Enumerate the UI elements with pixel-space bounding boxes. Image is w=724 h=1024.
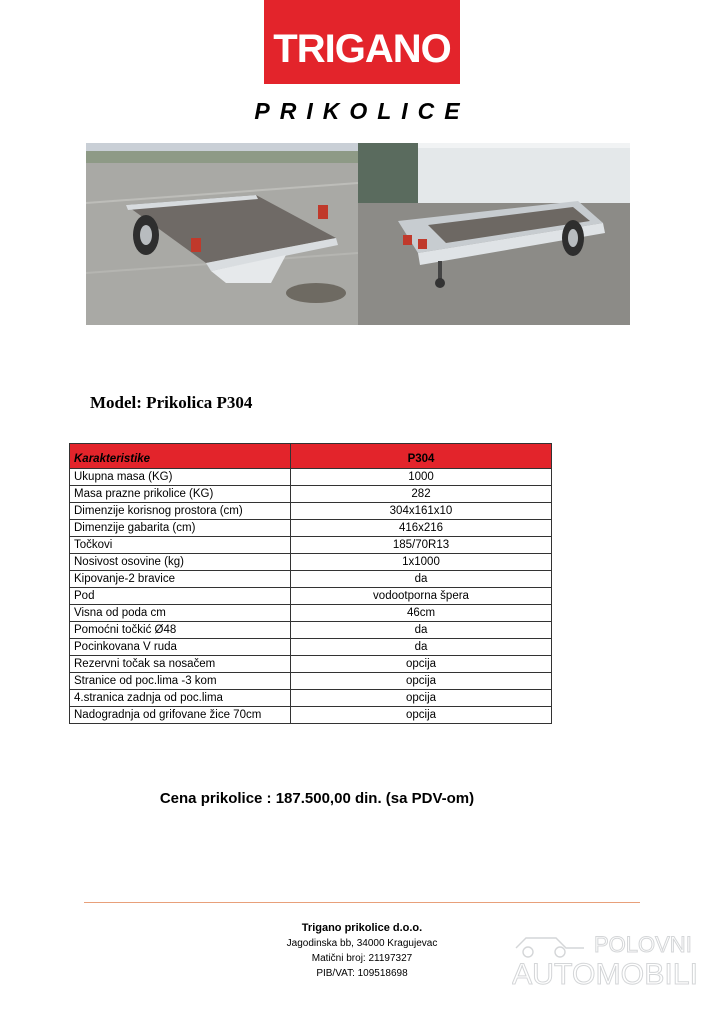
brand-logo-text: TRIGANO — [273, 26, 451, 71]
watermark-line2: AUTOMOBILI — [512, 958, 698, 991]
spec-value: 282 — [291, 486, 552, 503]
trailer-photo-right — [358, 143, 630, 325]
spec-name: Ukupna masa (KG) — [70, 469, 291, 486]
trailer-photo-left — [86, 143, 358, 325]
model-title: Model: Prikolica P304 — [90, 393, 253, 412]
spec-name: Rezervni točak sa nosačem — [70, 656, 291, 673]
spec-name: Dimenzije korisnog prostora (cm) — [70, 503, 291, 520]
spec-value: 46cm — [291, 605, 552, 622]
spec-value: 304x161x10 — [291, 503, 552, 520]
spec-name: Dimenzije gabarita (cm) — [70, 520, 291, 537]
spec-name: Točkovi — [70, 537, 291, 554]
spec-name: Pomoćni točkić Ø48 — [70, 622, 291, 639]
spec-name: Visna od poda cm — [70, 605, 291, 622]
spec-name: Nadogradnja od grifovane žice 70cm — [70, 707, 291, 724]
page-subtitle: PRIKOLICE — [254, 98, 470, 124]
spec-name: Pocinkovana V ruda — [70, 639, 291, 656]
specs-header-name: Karakteristike — [70, 444, 291, 469]
specs-row — [70, 605, 552, 622]
footer-divider — [84, 902, 640, 903]
spec-name: Kipovanje-2 bravice — [70, 571, 291, 588]
specs-table — [69, 443, 552, 724]
spec-value: da — [291, 622, 552, 639]
spec-value: 1x1000 — [291, 554, 552, 571]
polovni-automobili-watermark — [512, 918, 702, 998]
spec-value: opcija — [291, 656, 552, 673]
specs-row — [70, 588, 552, 605]
specs-row — [70, 690, 552, 707]
specs-row — [70, 537, 552, 554]
spec-name: Pod — [70, 588, 291, 605]
specs-row — [70, 520, 552, 537]
specs-row — [70, 469, 552, 486]
spec-name: Masa prazne prikolice (KG) — [70, 486, 291, 503]
price-text: Cena prikolice : 187.500,00 din. (sa PDV-om) — [159, 790, 475, 807]
spec-value: opcija — [291, 707, 552, 724]
spec-value: da — [291, 639, 552, 656]
specs-row — [70, 707, 552, 724]
watermark-line1: POLOVNI — [594, 932, 692, 957]
spec-value: opcija — [291, 690, 552, 707]
spec-name: Nosivost osovine (kg) — [70, 554, 291, 571]
specs-header-row — [70, 444, 552, 469]
specs-row — [70, 622, 552, 639]
footer-vat: PIB/VAT: 109518698 — [316, 968, 408, 979]
footer-address: Jagodinska bb, 34000 Kragujevac — [286, 938, 438, 949]
spec-value: 1000 — [291, 469, 552, 486]
specs-row — [70, 673, 552, 690]
spec-name: 4.stranica zadnja od poc.lima — [70, 690, 291, 707]
specs-row — [70, 571, 552, 588]
spec-value: 416x216 — [291, 520, 552, 537]
specs-header-value: P304 — [291, 444, 552, 469]
spec-value: 185/70R13 — [291, 537, 552, 554]
specs-row — [70, 554, 552, 571]
footer-company: Trigano prikolice d.o.o. — [301, 922, 423, 934]
footer-registration: Matični broj: 21197327 — [311, 953, 413, 964]
spec-value: vodootporna špera — [291, 588, 552, 605]
specs-row — [70, 486, 552, 503]
spec-name: Stranice od poc.lima -3 kom — [70, 673, 291, 690]
specs-row — [70, 656, 552, 673]
spec-value: opcija — [291, 673, 552, 690]
specs-row — [70, 503, 552, 520]
specs-row — [70, 639, 552, 656]
brand-logo — [264, 0, 460, 84]
spec-value: da — [291, 571, 552, 588]
